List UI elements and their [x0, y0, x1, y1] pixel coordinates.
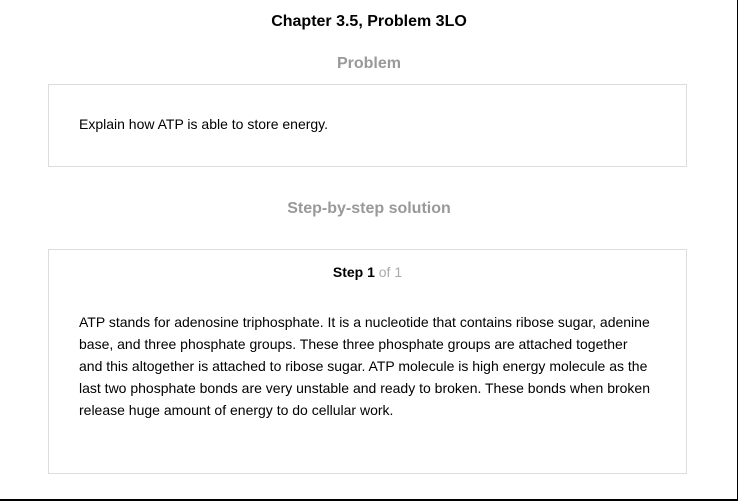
- solution-box: [48, 249, 687, 474]
- step-count: of 1: [378, 264, 403, 280]
- problem-text: Explain how ATP is able to store energy.: [79, 116, 329, 132]
- problem-heading: Problem: [336, 55, 401, 72]
- step-label: Step 1: [332, 264, 375, 280]
- problem-box: [48, 84, 687, 167]
- page-title: Chapter 3.5, Problem 3LO: [271, 13, 467, 30]
- solution-heading: Step-by-step solution: [287, 200, 451, 217]
- step-header: [49, 263, 686, 281]
- solution-text: ATP stands for adenosine triphosphate. It is a nucleotide that contains ribose sugar, adenine base, and three phosphate groups. These three phosphate groups are attached together and this altogether is attached to ribose sugar. ATP molecule is high energy molecule as the last two phosphate bonds are very unstable and ready to broken. These bonds when broken release huge amount of energy to do cellular work.: [79, 314, 651, 418]
